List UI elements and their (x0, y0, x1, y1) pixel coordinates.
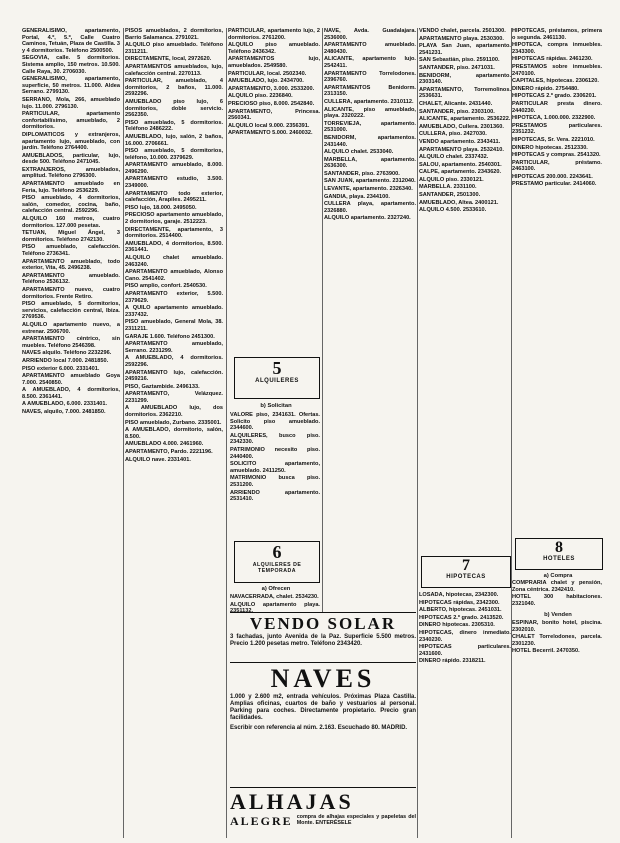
ad-contact: Escribir con referencia al núm. 2.163. Escuchado 80. MADRID. (230, 725, 408, 731)
classified-item: ALQUILO piso. 2236840. (228, 93, 293, 100)
classified-item: PISO amueblado, 4 dormitorios, salón, comedor, cocina, baño, calefacción central. 2592296. (22, 195, 120, 215)
ad-title: ALHAJAS (230, 789, 354, 814)
classified-item: LOSADA, hipotecas, 2342300. (419, 592, 499, 598)
classified-item: AMUEBLADO, 4 dormitorios, 8.500. 2361441. (125, 240, 223, 254)
section-6-header (234, 541, 320, 583)
classified-item: DIPLOMATICOS y extranjeros, apartamento lujo, amueblado, con jardín. Teléfono 2764400. (22, 131, 120, 152)
column-2 (125, 28, 223, 838)
classified-item: HIPOTECAS, préstamos, primera o segunda. 2461130. (512, 28, 602, 41)
classified-item: ALQUILO chalet. 2533040. (324, 149, 394, 156)
classified-item: APARTAMENTO, Princesa. 2560341. (228, 108, 320, 122)
classified-item: CULLERA playa, apartamento. 2326880. (324, 201, 416, 214)
classified-item: APARTAMENTO céntrico, sin muebles. Teléfono 2546398. (22, 336, 120, 349)
column-3 (228, 28, 320, 353)
classified-item: CALPE, apartamento. 2343620. (419, 169, 502, 176)
classified-item: ALQUILO local 9.000. 2356391. (228, 122, 310, 129)
classified-item: SERRANO, Mola, 266, amueblado lujo. 11.000. 2796130. (22, 96, 120, 110)
classified-item: ALQUILO apartamento nuevo, a estrenar. 2506700. (22, 321, 120, 335)
classified-item: PARTICULAR, préstamo. 2463100. (512, 159, 602, 173)
classified-item: HIPOTECA, compra inmuebles. 2343300. (512, 42, 602, 55)
classified-item: A AMUEBLADO, 4 dormitorios. 2592296. (125, 355, 223, 368)
classified-item: PRECIOSO piso, 8.000. 2542840. (228, 100, 315, 107)
classified-item: PISO amueblado, Zurbano. 2335001. (125, 419, 222, 426)
classified-item: PISO amueblado, 5 dormitorios. Teléfono 2486222. (125, 119, 223, 133)
section-8-list (512, 580, 602, 606)
classified-item: CHALET, Alicante. 2431440. (419, 100, 493, 107)
classified-item: ALQUILO 160 metros, cuatro dormitorios. 127.000 pesetas. (22, 216, 120, 229)
classified-item: PATRIMONIO necesito piso. 2440400. (230, 446, 320, 460)
classified-item: DINERO rápido. 2318211. (419, 658, 486, 665)
section-7-header (421, 556, 511, 588)
classified-item: ALQUILO piso amueblado. Teléfono 2436342. (228, 42, 320, 55)
classified-item: ALQUILO apartamento. 2327240. (324, 215, 411, 222)
classified-item: A QUILO apartamento amueblado. 2337432. (125, 305, 223, 318)
classified-item: DINERO rápido. 2754480. (512, 85, 579, 92)
section-8-header (515, 538, 603, 570)
classified-item: CHALET Torrelodones, parcela. 2301230. (512, 634, 602, 647)
ad-subtitle: ALEGRE (230, 814, 293, 828)
classified-item: ALQUILO 4.500. 2533610. (419, 207, 487, 214)
classified-item: HOTEL 300 habitaciones. 2321040. (512, 594, 602, 607)
classified-item: HIPOTECAS rápidas, 2342300. (419, 599, 500, 606)
classified-item: CAPITALES, hipotecas. 2306120. (512, 78, 599, 85)
classified-item: VALORE piso, 2341631. Ofertas. Solicito piso amueblado. 2344600. (230, 412, 320, 432)
classified-item: APARTAMENTO, 3.000. 2533200. (228, 85, 315, 92)
classified-item: APARTAMENTO amueblado. 2480430. (324, 42, 416, 55)
classified-item: AMUEBLADO 4.000. 2461960. (125, 441, 204, 448)
classified-item: BENIDORM, apartamento. 2303140. (419, 72, 511, 86)
classified-item: APARTAMENTO, Pardo. 2221196. (125, 449, 213, 456)
classified-item: HIPOTECAS rápidas. 2461230. (512, 56, 593, 63)
section-5-header (234, 357, 320, 399)
classified-item: ALQUILERES, busco piso. 2342330. (230, 432, 320, 446)
classified-item: PISO amueblado, General Mola, 38. 2311211. (125, 319, 223, 332)
section-number: 6 (272, 542, 282, 562)
classified-item: ALQUILO nave. 2331401. (125, 456, 191, 463)
column-4 (324, 28, 416, 658)
classified-item: HIPOTECAS, dinero inmediato. 2340230. (419, 629, 511, 643)
classified-item: A AMUEBLADO, 6.000. 2331401. (22, 401, 108, 408)
classified-item: SEGOVIA, calle. 5 dormitorios. Sistema amplio, 150 metros. 10.500. Calle Raya, 30. 2706030. (22, 55, 120, 75)
classified-item: APARTAMENTO amueblado, 8.000. 2496290. (125, 162, 223, 175)
ad-title: NAVES (270, 664, 376, 693)
section-title: ALQUILERES DE TEMPORADA (252, 562, 302, 574)
classified-item: APARTAMENTO amueblado, todo exterior, Vita, 45. 2496238. (22, 258, 120, 272)
classified-item: HIPOTECA, 1.000.000. 2322900. (512, 115, 596, 122)
classified-item: SALOU, apartamento. 2540301. (419, 161, 502, 168)
classified-item: NAVE, Avda. Guadalajara. 2536000. (324, 28, 416, 41)
classified-item: ALBERTO, hipotecas. 2451031. (419, 607, 502, 614)
alhajas-ad (230, 790, 416, 836)
classified-item: PRESTAMOS sobre inmuebles. 2470100. (512, 63, 602, 77)
classified-item: CULLERA, piso. 2427030. (419, 131, 487, 138)
section-8b-list (512, 620, 602, 820)
classified-item: AMUEBLADO, Cullera. 2301360. (419, 123, 504, 130)
classified-item: MARBELLA, apartamento. 2636300. (324, 156, 416, 170)
classified-item: ALQUILO piso. 2330121. (419, 176, 484, 183)
classified-item: ARRIENDO local 7.000. 2481850. (22, 357, 109, 364)
classified-item: A AMUEBLADO lujo, dos dormitorios. 2362210. (125, 405, 223, 419)
classified-item: BENIDORM, apartamentos. 2431440. (324, 134, 416, 148)
classified-item: COMPRARIA chalet y pensión, Zona céntrica. 2342410. (512, 580, 602, 593)
classified-item: SANTANDER, piso. 2471031. (419, 64, 495, 71)
classified-item: PISO amueblado, calefacción. Teléfono 2736341. (22, 244, 120, 257)
classified-item: DINERO hipotecas. 2305310. (419, 622, 495, 629)
section-subtitle: a) Compra (543, 573, 573, 579)
classified-item: ESPINAR, bonito hotel, piscina. 2302010. (512, 620, 602, 633)
section-title: ALQUILERES (255, 378, 299, 384)
classified-item: ALQUILO apartamento playa. 2351132. (230, 601, 320, 615)
naves-ad (230, 664, 416, 784)
classified-item: APARTAMENTO amueblado, Alonso Cano. 2541402. (125, 269, 223, 282)
classified-item: ALQUILO piso amueblado. Teléfono 2311211. (125, 42, 223, 55)
classified-item: PISO exterior 6.000. 2331401. (22, 365, 100, 372)
ad-title: VENDO SOLAR (249, 614, 397, 633)
classified-item: APARTAMENTO exterior, 5.500. 2379629. (125, 290, 223, 304)
classified-item: EXTRANJEROS, amueblados, amplitud. Teléfono 2796300. (22, 166, 120, 180)
classified-item: DIRECTAMENTE, local, 2972620. (125, 56, 212, 63)
classified-item: GANDIA, playa. 2344100. (324, 193, 390, 200)
ad-rule (230, 662, 416, 663)
vendo-solar-ad (230, 614, 416, 662)
classified-item: TORREVIEJA, apartamento. 2531000. (324, 120, 416, 134)
classified-item: PARTICULAR, amueblado, 4 dormitorios, 2 baños, 11.000. 2592296. (125, 78, 223, 98)
classified-item: SANTANDER, piso. 2763900. (324, 170, 400, 177)
classified-item: LEVANTE, apartamento. 2326340. (324, 186, 413, 193)
classified-item: APARTAMENTO Torrelodones. 2396760. (324, 70, 416, 84)
classified-item: AMUEBLADO piso lujo, 6 dormitorios, doble servicio. 2562350. (125, 98, 223, 119)
classified-item: A AMUEBLADO, 4 dormitorios, 8.500. 2361441. (22, 387, 120, 400)
ad-rule (230, 787, 416, 788)
classified-item: PISO amueblado, 5 dormitorios, teléfono, 10.000. 2379629. (125, 148, 223, 161)
section-subtitle: a) Ofrecen (261, 586, 291, 592)
classified-item: HIPOTECAS 200.000. 2243641. (512, 173, 593, 180)
classified-item: APARTAMENTOS lujo, amueblados. 2549580. (228, 56, 320, 69)
classified-item: DIRECTAMENTE, apartamento, 3 dormitorios. 2514400. (125, 226, 223, 240)
classified-item: APARTAMENTO lujo, calefacción. 2459216. (125, 369, 223, 383)
classified-item: ALICANTE, apartamento lujo. 2542411. (324, 56, 416, 69)
classified-item: APARTAMENTO amueblado. Teléfono 2536132. (22, 272, 120, 286)
section-subtitle: b) Solicitan (260, 403, 292, 409)
classified-item: VENDO apartamento. 2343411. (419, 138, 501, 145)
classified-item: A AMUEBLADO, dormitorio, salón, 8.500. (125, 427, 223, 440)
classified-item: PRESTAMO particular. 2414060. (512, 181, 597, 188)
classified-item: APARTAMENTO amueblado, Serrano. 2231299. (125, 341, 223, 354)
ad-text: 3 fachadas, junto Avenida de la Paz. Superficie 5.500 metros. Precio 1.200 pesetas metro. Teléfono 2343420. (230, 634, 416, 647)
section-subtitle: b) Venden (544, 612, 572, 618)
section-title: HIPOTECAS (446, 574, 486, 580)
classified-item: SOLICITO apartamento, amueblado. 2411250. (230, 461, 320, 474)
classified-item: APARTAMENTO 5.000. 2460032. (228, 130, 313, 137)
classified-item: ARRIENDO apartamento. 2531410. (230, 489, 320, 503)
classified-item: ALICANTE, apartamento. 2536222. (419, 116, 511, 123)
classified-item: APARTAMENTO todo exterior, calefacción, Arapiles. 2495211. (125, 190, 223, 204)
classified-item: AMUEBLADOS, particular, lujo, desde 500. Teléfono 2471045. (22, 152, 120, 166)
classified-item: HOTEL Becerril. 2470350. (512, 648, 580, 655)
classified-item: ALICANTE, piso amueblado, playa. 2320222. (324, 106, 416, 120)
classified-item: PISO amueblado, 5 dormitorios, servicios, calefacción central, Ibiza. 2769536. (22, 301, 120, 321)
classified-item: HIPOTECAS 2.º grado. 2306201. (512, 93, 597, 100)
classified-item: SANTANDER, piso. 2303100. (419, 108, 495, 115)
section-number: 8 (555, 539, 563, 556)
classified-item: NAVES, alquilo, 7.000. 2481850. (22, 409, 106, 416)
classified-item: HIPOTECAS y compras. 2541320. (512, 152, 601, 159)
classified-item: CULLERA, apartamento. 2310112. (324, 98, 414, 105)
classified-item: NAVACERRADA, chalet. 2534230. (230, 594, 319, 600)
classified-item: PARTICULAR, local. 2502340. (228, 70, 307, 77)
classified-item: GENERALISIMO, apartamento, Portal, 4.º, 5.º, Calle Cuatro Caminos, Tetuán, Plaza de Castilla. 3 y 4 dormitorios. Teléfono 2500500. (22, 28, 120, 54)
classified-item: PISOS amueblados, 2 dormitorios, Barrio Salamanca. 2791021. (125, 28, 223, 41)
classified-item: APARTAMENTO amueblado Goya 7.000. 2540850. (22, 373, 120, 386)
classified-item: APARTAMENTO playa. 2532410. (419, 146, 504, 153)
classified-item: APARTAMENTO amueblado en Feria, lujo. Teléfono 2536229. (22, 181, 120, 194)
classified-item: MARBELLA. 2331100. (419, 184, 477, 191)
classified-item: DINERO hipotecas. 2512330. (512, 144, 588, 151)
ad-rule (230, 612, 416, 613)
classified-item: PISO, Gaztambide. 2496133. (125, 383, 200, 390)
ad-text: 1.000 y 2.600 m2, entrada vehículos. Próximas Plaza Castilla. Amplias oficinas, cuartos de baño y vestuarios al personal. Parking para coches. Directamente propietario. Precio gran facilidades. (230, 694, 416, 721)
column-rule (511, 28, 512, 838)
classified-item: APARTAMENTO estudio, 3.500. 2349000. (125, 176, 223, 190)
ad-text: compra de alhajas especiales y papeletas del Monte. ENTERÉSELE (296, 814, 416, 827)
classified-item: PRESTAMOS particulares. 2351232. (512, 122, 602, 136)
classified-item: TETUAN, Miguel Ángel, 3 dormitorios. Teléfono 2742130. (22, 230, 120, 243)
classified-item: PARTICULAR, apartamento confortabilísimo, amueblado, 2 dormitorios. (22, 111, 120, 131)
column-1 (22, 28, 120, 838)
classified-item: PLAYA San Juan, apartamento. 2541231. (419, 43, 511, 56)
column-rule (123, 28, 124, 838)
section-number: 7 (462, 557, 470, 574)
classified-item: PRECIOSO apartamento amueblado, 2 dormitorios, garaje. 2512223. (125, 212, 223, 226)
classified-item: APARTAMENTO playa. 2530300. (419, 35, 504, 42)
classified-item: PARTICULAR, apartamento lujo, 2 dormitorios. 2761200. (228, 28, 320, 41)
section-7-list (419, 592, 511, 762)
classified-item: HIPOTECAS 2.º grado. 2413520. (419, 614, 504, 621)
classified-item: ALQUILO chalet. 2337432. (419, 154, 489, 161)
classified-item: AMUEBLADO, lujo. 2434700. (228, 78, 304, 85)
classified-item: MATRIMONIO busca piso. 2531200. (230, 475, 320, 488)
classified-item: VENDO chalet, parcela. 2501300. (419, 28, 506, 34)
classified-item: ALQUILO chalet amueblado. 2463240. (125, 255, 223, 268)
section-number: 5 (272, 358, 282, 378)
classified-item: AMUEBLADO, Altea. 2400121. (419, 199, 499, 206)
classified-item: GENERALISIMO, apartamento, superficie, 50 metros. 11.000. Aldea Serrano. 2799130. (22, 76, 120, 96)
column-rule (322, 28, 323, 613)
classified-item: PARTICULAR presta dinero. 2440230. (512, 100, 602, 114)
classified-item: APARTAMENTO, Torremolinos. 2536631. (419, 86, 511, 100)
classified-item: HIPOTECAS, Sr. Vera. 2221010. (512, 136, 595, 143)
classified-item: PISO amplio, confort. 2540530. (125, 283, 207, 290)
classified-item: AMUEBLADO, lujo, salón, 2 baños, 16.000. 2706661. (125, 133, 223, 147)
classified-item: SAN Sebastián, piso. 2591100. (419, 57, 500, 64)
column-rule (226, 28, 227, 838)
classified-item: APARTAMENTOS Benidorm. 2313150. (324, 84, 416, 98)
section-5-list (230, 412, 320, 530)
classified-item: HIPOTECAS particulares. 2431600. (419, 644, 511, 657)
column-rule (417, 28, 418, 838)
classified-item: PISO lujo, 18.000. 2495050. (125, 204, 197, 211)
classified-item: GARAJE 1.600. Teléfono 2451300. (125, 333, 215, 340)
section-title: HOTELES (543, 556, 575, 562)
classified-item: APARTAMENTO nuevo, cuatro dormitorios. Frente Retiro. (22, 286, 120, 300)
section-6-list (230, 594, 320, 615)
classified-item: SAN JUAN, apartamento. 2312040. (324, 178, 416, 185)
classified-item: APARTAMENTO, Velázquez. 2231299. (125, 391, 223, 404)
classified-item: SANTANDER, 2501300. (419, 192, 481, 199)
classified-item: APARTAMENTOS amueblados, lujo, calefacción central. 2270113. (125, 63, 223, 77)
classified-item: NAVES alquilo. Teléfono 2232296. (22, 350, 112, 357)
